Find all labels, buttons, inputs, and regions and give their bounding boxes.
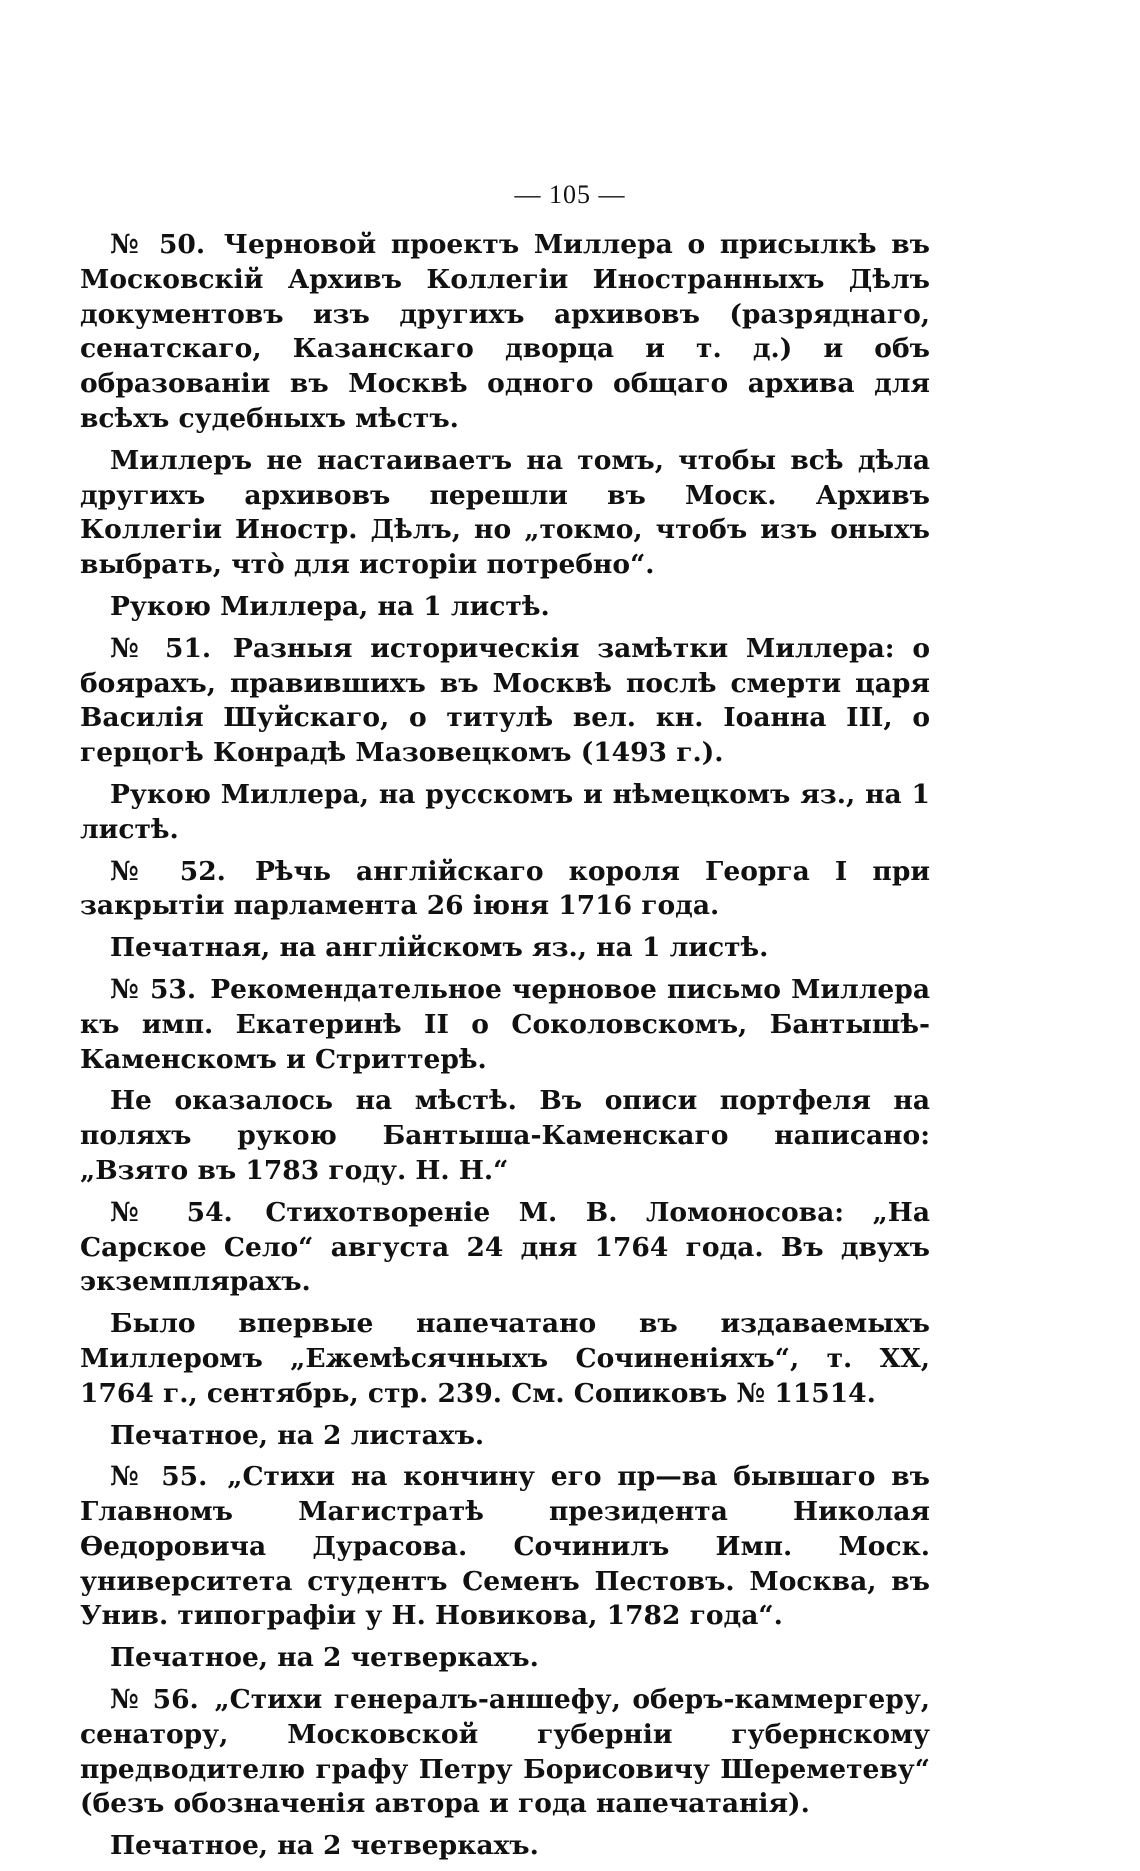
entry-note: Было впервые напечатано въ издаваемыхъ Миллеромъ „Ежемѣсячныхъ Сочиненіяхъ“, т. XX, 1764 г., сентябрь, стр. 239. См. Сопиковъ № 11514. — [80, 1308, 930, 1409]
entry-title: Рѣчь англійскаго короля Георга I при закрытіи парламента 26 іюня 1716 года. — [80, 855, 930, 922]
catalog-entry — [80, 1460, 930, 1634]
entry-note: Печатное, на 2 листахъ. — [110, 1419, 485, 1451]
entry-title: Разныя историческія замѣтки Миллера: о боярахъ, правившихъ въ Москвѣ послѣ смерти царя Василія Шуйскаго, о титулѣ вел. кн. Іоанна III, о герцогѣ Конрадѣ Мазовецкомъ (1493 г.). — [80, 632, 930, 769]
entry-note: Печатная, на англійскомъ яз., на 1 листѣ. — [110, 932, 769, 964]
entry-description — [80, 973, 930, 1077]
entry-note: Не оказалось на мѣстѣ. Въ описи портфеля на поляхъ рукою Бантыша-Каменскаго написано: „Взято въ 1783 году. Н. Н.“ — [80, 1085, 930, 1186]
entry-description — [80, 1683, 930, 1822]
catalog-entry — [80, 855, 930, 925]
catalog-entry — [80, 973, 930, 1077]
entry-description — [80, 632, 930, 771]
catalog-entry — [80, 1196, 930, 1300]
entry-description — [80, 855, 930, 925]
entry-note: Миллеръ не настаиваетъ на томъ, чтобы всѣ дѣла другихъ архивовъ перешли въ Моск. Архивъ Коллегіи Иностр. Дѣлъ, но „токмо, чтобъ изъ оныхъ выбрать, что̀ для исторіи потребно“. — [80, 444, 930, 581]
page-number: — 105 — — [514, 180, 626, 209]
catalog-entry — [80, 228, 930, 437]
entry-description — [80, 228, 930, 437]
catalog-entry — [80, 1683, 930, 1822]
entry-note: Рукою Миллера, на русскомъ и нѣмецкомъ яз., на 1 листѣ. — [80, 778, 930, 845]
entry-description — [80, 1460, 930, 1634]
entry-number: № 52. — [110, 855, 226, 887]
entry-number: № 55. — [110, 1461, 208, 1493]
entry-note: Печатное, на 2 четверкахъ. — [110, 1830, 539, 1862]
entry-number: № 51. — [110, 632, 212, 664]
entry-number: № 50. — [110, 229, 206, 260]
catalog-entry — [80, 632, 930, 771]
entry-title: Черновой проектъ Миллера о присылкѣ въ Московскій Архивъ Коллегіи Иностранныхъ Дѣлъ документовъ изъ другихъ архивовъ (разряднаго, сенатскаго, Казанскаго дворца и т. д.) и объ образованіи въ Москвѣ одного общаго архива для всѣхъ судебныхъ мѣстъ. — [80, 229, 930, 434]
entry-number: № 56. — [110, 1684, 199, 1716]
entry-title: „Стихи на кончину его пр—ва бывшаго въ Главномъ Магистратѣ президента Николая Ѳедоровича Дурасова. Сочинилъ Имп. Моск. университета студентъ Семенъ Пестовъ. Москва, въ Унив. типографіи у Н. Новикова, 1782 года“. — [80, 1461, 930, 1632]
entry-number: № 54. — [110, 1196, 233, 1228]
entry-number: № 53. — [110, 973, 197, 1005]
entry-title: Рекомендательное черновое письмо Миллера къ имп. Екатеринѣ II о Соколовскомъ, Бантышѣ-Каменскомъ и Стриттерѣ. — [80, 973, 930, 1075]
entry-note: Рукою Миллера, на 1 листѣ. — [110, 590, 550, 622]
entry-description — [80, 1196, 930, 1300]
entry-title: Стихотвореніе М. В. Ломоносова: „На Сарское Село“ августа 24 дня 1764 года. Въ двухъ экземплярахъ. — [80, 1196, 931, 1298]
catalog-entries — [80, 228, 930, 1871]
entry-title: „Стихи генералъ-аншефу, оберъ-каммергеру, сенатору, Московской губерніи губернскому предводителю графу Петру Борисовичу Шереметеву“ (безъ обозначенія автора и года напечатанія). — [80, 1684, 931, 1820]
entry-note: Печатное, на 2 четверкахъ. — [110, 1642, 539, 1674]
